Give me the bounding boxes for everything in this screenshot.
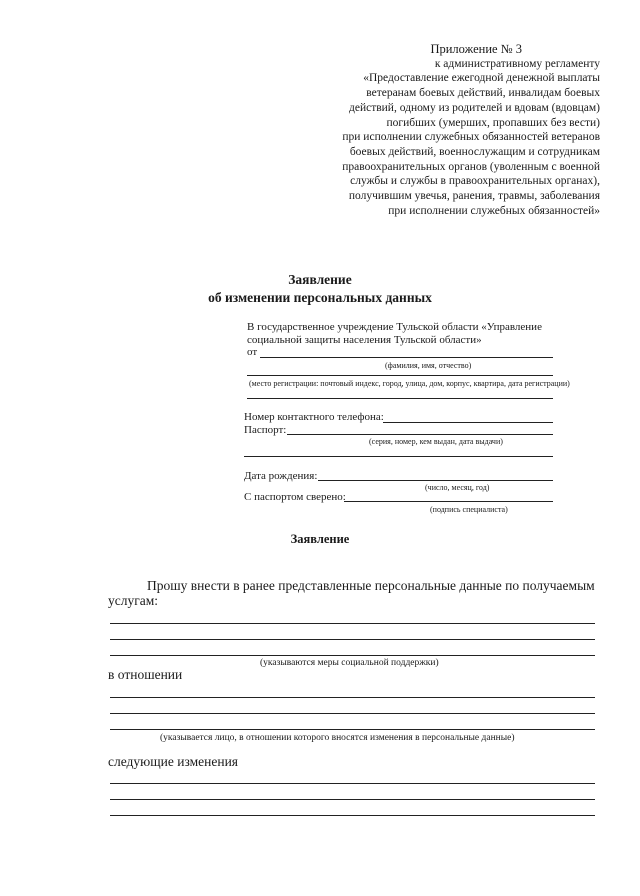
appendix-line: ветеранам боевых действий, инвалидам боевых [366, 87, 600, 100]
request-line-2: услугам: [108, 593, 159, 608]
addressee-line-2: социальной защиты населения Тульской области» [247, 334, 482, 346]
appendix-number: Приложение № 3 [430, 42, 522, 56]
passport-field-2[interactable] [244, 456, 553, 457]
fio-field[interactable] [260, 357, 553, 358]
specialist-hint: (подпись специалиста) [430, 505, 508, 514]
verified-label: С паспортом сверено: [244, 491, 346, 503]
appendix-line: к административному регламенту [434, 57, 600, 70]
measures-hint: (указываются меры социальной поддержки) [260, 658, 439, 668]
appendix-line: при исполнении служебных обязанностей ветеранов [342, 131, 600, 144]
phone-label: Номер контактного телефона: [244, 411, 384, 423]
changes-label: следующие изменения [108, 754, 239, 769]
person-field-2[interactable] [110, 713, 595, 714]
passport-hint: (серия, номер, кем выдан, дата выдачи) [369, 437, 503, 446]
request-line-1: Прошу внести в ранее представленные персональные данные по получаемым [147, 578, 595, 593]
appendix-block [300, 42, 600, 218]
document-title: Заявление [288, 272, 352, 287]
passport-field[interactable] [287, 434, 553, 435]
addressee-line-1: В государственное учреждение Тульской области «Управление [247, 321, 542, 333]
birth-date-field[interactable] [318, 480, 553, 481]
appendix-line: «Предоставление ежегодной денежной выплаты [363, 72, 600, 85]
from-label: от [247, 346, 258, 358]
appendix-line: получившим увечья, ранения, травмы, заболевания [348, 190, 600, 203]
changes-field-2[interactable] [110, 799, 595, 800]
measures-field-3[interactable] [110, 655, 595, 656]
appendix-line: действий, одному из родителей и вдовам (вдовцам) [348, 101, 600, 114]
birth-hint: (число, месяц, год) [425, 483, 490, 492]
registration-hint: (место регистрации: почтовый индекс, город, улица, дом, корпус, квартира, дата регистрации) [249, 379, 570, 388]
registration-field[interactable] [247, 375, 553, 376]
person-hint: (указывается лицо, в отношении которого вносятся изменения в персональные данные) [160, 733, 515, 743]
measures-field-2[interactable] [110, 639, 595, 640]
statement-heading: Заявление [290, 532, 350, 546]
measures-field-1[interactable] [110, 623, 595, 624]
phone-field[interactable] [383, 422, 553, 423]
appendix-line: при исполнении служебных обязанностей» [388, 204, 600, 217]
appendix-line: правоохранительных органов (уволенным с военной [342, 160, 600, 173]
appendix-line: погибших (умерших, пропавших без вести) [386, 116, 600, 129]
changes-field-1[interactable] [110, 783, 595, 784]
person-field-3[interactable] [110, 729, 595, 730]
appendix-line: боевых действий, военнослужащим и сотрудникам [349, 145, 600, 158]
birth-label: Дата рождения: [244, 470, 318, 482]
specialist-signature-field[interactable] [344, 501, 553, 502]
passport-label: Паспорт: [244, 424, 287, 436]
regarding-label: в отношении [108, 667, 183, 682]
person-field-1[interactable] [110, 697, 595, 698]
registration-field-2[interactable] [247, 398, 553, 399]
changes-field-3[interactable] [110, 815, 595, 816]
document-subtitle: об изменении персональных данных [208, 290, 432, 305]
fio-hint: (фамилия, имя, отчество) [385, 361, 472, 370]
appendix-line: службы и службы в правоохранительных органах), [350, 175, 600, 188]
